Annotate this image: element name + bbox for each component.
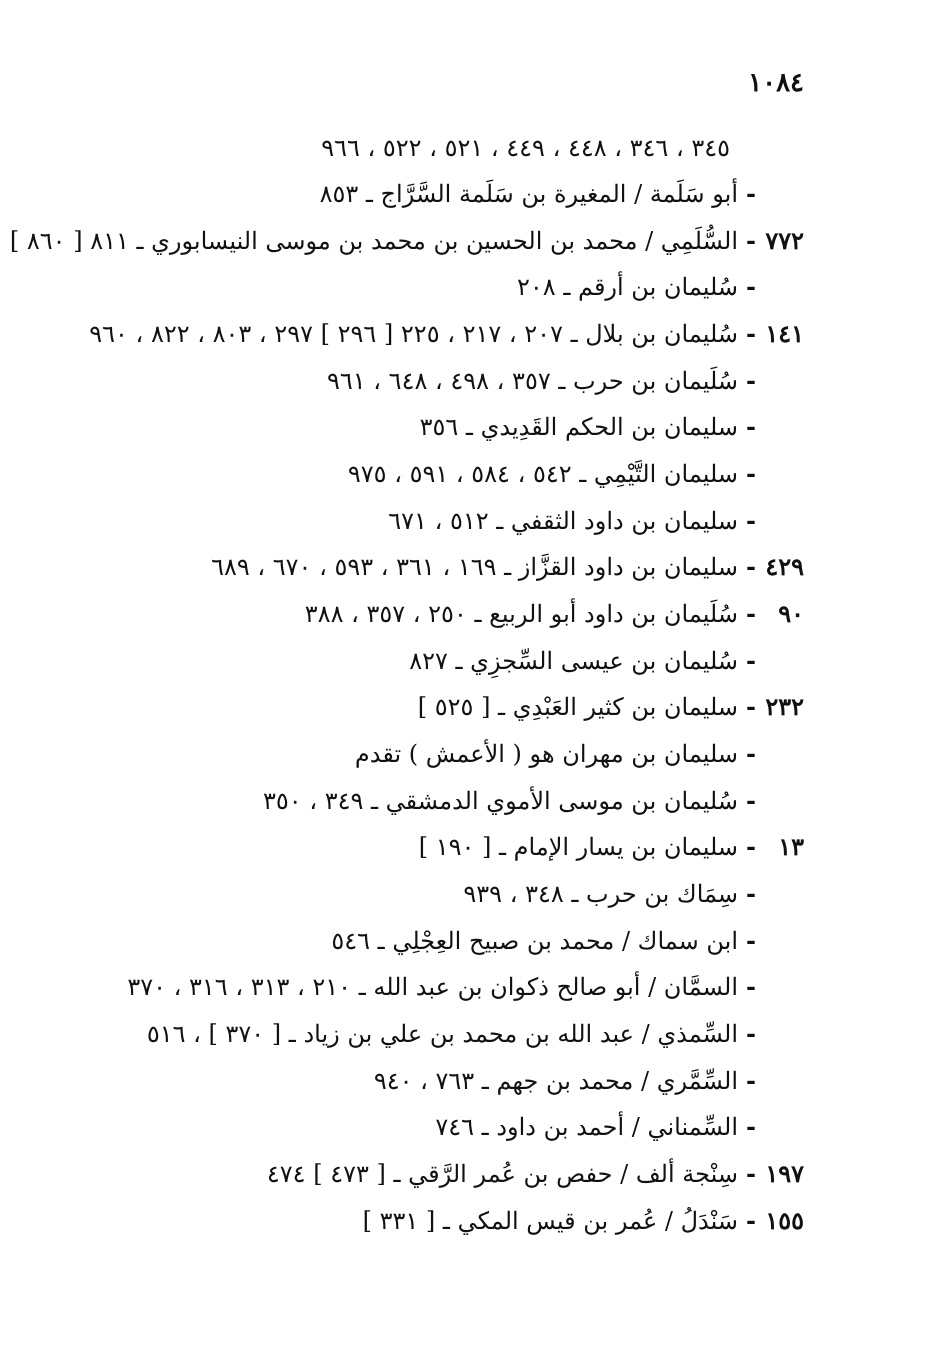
entry-dash: - [746,786,756,815]
entry-text: السُّلَمِي / محمد بن الحسين بن محمد بن موسى النيسابوري ـ ٨١١ [ ٨٦٠ ] [9,227,738,255]
entry-text: سليمان بن كثير العَبْدِي ـ [ ٥٢٥ ] [417,693,738,721]
entry-number: ١٥٥ [765,1206,804,1235]
entry-dash: - [746,1159,756,1188]
entry-text: سُليمان بن موسى الأموي الدمشقي ـ ٣٤٩ ، ٣٥٠ [263,787,738,815]
entry-dash: - [746,1206,756,1235]
entry-text: سليمان بن الحكم القَدِيدي ـ ٣٥٦ [419,413,738,441]
index-entry [320,174,804,214]
index-entry [348,454,804,494]
entry-dash: - [746,412,756,441]
entry-dash: - [746,646,756,675]
entry-number: ٩٠ [778,599,804,628]
entry-text: سليمان بن مهران هو ( الأعمش ) تقدم [354,740,738,768]
entry-number: ١٩٧ [765,1159,804,1188]
index-entry [331,921,804,961]
entry-text: سُلَيمان بن حرب ـ ٣٥٧ ، ٤٩٨ ، ٦٤٨ ، ٩٦١ [326,367,738,395]
entry-number: ١٤١ [765,319,804,348]
entry-text: سِمَاك بن حرب ـ ٣٤٨ ، ٩٣٩ [463,880,738,908]
entry-dash: - [746,179,756,208]
entry-text: سليمان بن داود الثقفي ـ ٥١٢ ، ٦٧١ [388,507,738,535]
index-entry [517,267,804,307]
entry-number: ١٣ [778,832,804,861]
index-entry [89,314,804,354]
index-entry [420,407,804,447]
entry-text: سليمان بن داود القزَّاز ـ ١٦٩ ، ٣٦١ ، ٥٩٣ ، ٦٧٠ ، ٦٨٩ [211,553,738,581]
entry-dash: - [746,226,756,255]
index-entry [10,221,804,261]
entry-text: ابن سماك / محمد بن صبيح العِجْلِي ـ ٥٤٦ [331,927,738,955]
entry-text: سُلَيمان بن داود أبو الربيع ـ ٢٥٠ ، ٣٥٧ ، ٣٨٨ [304,600,738,628]
index-entry [363,1201,804,1241]
entry-dash: - [746,319,756,348]
entry-number: ٤٢٩ [765,552,804,581]
entry-text: السِّمذي / عبد الله بن محمد بن علي بن زياد ـ [ ٣٧٠ ] ، ٥١٦ [146,1020,738,1048]
index-entry [263,781,804,821]
entry-dash: - [746,1112,756,1141]
entry-text: سليمان بن يسار الإمام ـ [ ١٩٠ ] [418,833,738,861]
entry-text: السِّمناني / أحمد بن داود ـ ٧٤٦ [435,1113,738,1141]
index-entry [463,874,804,914]
index-entry [127,967,804,1007]
index-entry [435,1107,804,1147]
entry-text: سُليمان بن بلال ـ ٢٠٧ ، ٢١٧ ، ٢٢٥ [ ٢٩٦ ] ٢٩٧ ، ٨٠٣ ، ٨٢٢ ، ٩٦٠ [89,320,738,348]
index-entry [147,1014,804,1054]
entry-dash: - [746,599,756,628]
entry-number: ٢٣٢ [765,692,804,721]
entry-dash: - [746,552,756,581]
index-entry [211,547,804,587]
index-entry [305,594,804,634]
index-entry [409,641,804,681]
entry-dash: - [746,272,756,301]
entry-text: سُليمان بن أرقم ـ ٢٠٨ [517,273,738,301]
entry-dash: - [746,879,756,908]
continuation-line: ٣٤٥ ، ٣٤٦ ، ٤٤٨ ، ٤٤٩ ، ٥٢١ ، ٥٢٢ ، ٩٦٦ [321,134,730,162]
entry-text: السِّمَّري / محمد بن جهم ـ ٧٦٣ ، ٩٤٠ [373,1067,738,1095]
index-entry [327,361,804,401]
entry-text: سَنْدَلُ / عُمر بن قيس المكي ـ [ ٣٣١ ] [362,1207,738,1235]
index-entry [267,1154,804,1194]
entry-text: السمَّان / أبو صالح ذكوان بن عبد الله ـ ٢١٠ ، ٣١٣ ، ٣١٦ ، ٣٧٠ [127,973,738,1001]
entry-text: سِنْجة ألف / حفص بن عُمر الرَّقي ـ [ ٤٧٣ ] ٤٧٤ [266,1160,738,1188]
index-entry [374,1061,804,1101]
entry-text: سُليمان بن عيسى السِّجزِي ـ ٨٢٧ [409,647,738,675]
entry-text: أبو سَلَمة / المغيرة بن سَلَمة السَّرَّاج ـ ٨٥٣ [319,180,738,208]
index-entry [418,687,804,727]
page-number: ١٠٨٤ [748,68,804,98]
index-entry [355,734,804,774]
entry-dash: - [746,1019,756,1048]
entry-number: ٧٧٢ [765,226,804,255]
entry-dash: - [746,739,756,768]
entry-dash: - [746,692,756,721]
entry-dash: - [746,459,756,488]
entry-dash: - [746,926,756,955]
index-entry [388,501,804,541]
entry-dash: - [746,1066,756,1095]
entry-dash: - [746,832,756,861]
entry-text: سليمان التَّيْمِي ـ ٥٤٢ ، ٥٨٤ ، ٥٩١ ، ٩٧٥ [347,460,738,488]
entry-dash: - [746,972,756,1001]
entry-dash: - [746,366,756,395]
index-entry [419,827,804,867]
entry-dash: - [746,506,756,535]
